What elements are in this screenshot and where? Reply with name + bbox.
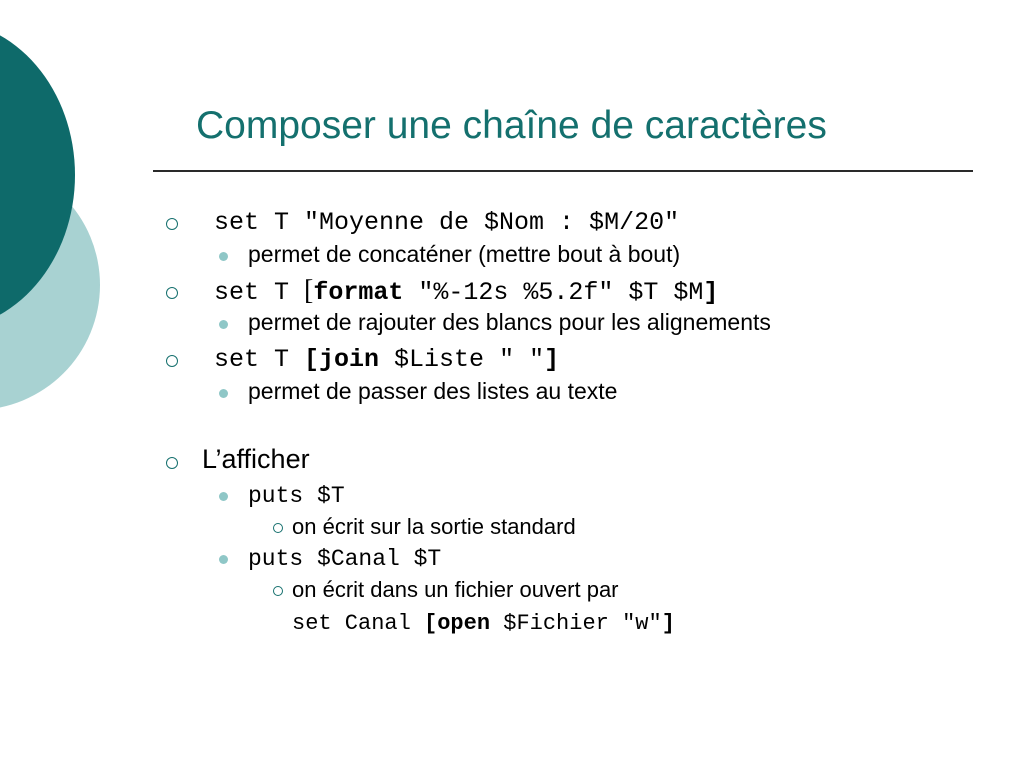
filled-bullet-icon [219,252,228,261]
hollow-bullet-icon [166,457,178,469]
note-file-output: on écrit dans un fichier ouvert par [292,577,619,602]
hollow-bullet-icon [166,218,178,230]
description-1: permet de concaténer (mettre bout à bout) [248,241,681,267]
code-line-3 [214,345,559,374]
code-puts-t: puts $T [248,483,345,509]
description-2: permet de rajouter des blancs pour les alignements [248,309,771,335]
section-afficher: L’afficher [202,444,310,474]
hollow-bullet-icon [166,287,178,299]
hollow-bullet-icon [166,355,178,367]
code-line-2 [214,275,718,307]
hollow-small-bullet-icon [273,523,283,533]
close-bracket: ] [703,278,719,307]
code-prefix: set T [214,345,305,374]
keyword-open: [open [424,611,491,636]
keyword-format: format [313,278,404,307]
filled-bullet-icon [219,389,228,398]
filled-bullet-icon [219,492,228,501]
slide-title: Composer une chaîne de caractères [196,104,827,147]
filled-bullet-icon [219,320,228,329]
code-prefix: set T [214,278,305,307]
code-line-1: set T "Moyenne de $Nom : $M/20" [214,208,680,237]
title-underline [153,170,973,172]
code-open-file [292,611,675,636]
keyword-join: join [319,345,380,374]
close-bracket: ] [661,611,675,636]
description-3: permet de passer des listes au texte [248,378,618,404]
code-rest: $Liste " " [379,345,545,374]
open-bracket: [ [304,345,320,374]
close-bracket: ] [544,345,560,374]
code-prefix: set Canal [292,611,425,636]
note-standard-output: on écrit sur la sortie standard [292,514,576,539]
open-bracket: [ [304,275,314,306]
filled-bullet-icon [219,555,228,564]
code-rest: "%-12s %5.2f" $T $M [403,278,704,307]
code-rest: $Fichier "w" [490,611,662,636]
code-puts-canal: puts $Canal $T [248,546,442,572]
hollow-small-bullet-icon [273,586,283,596]
